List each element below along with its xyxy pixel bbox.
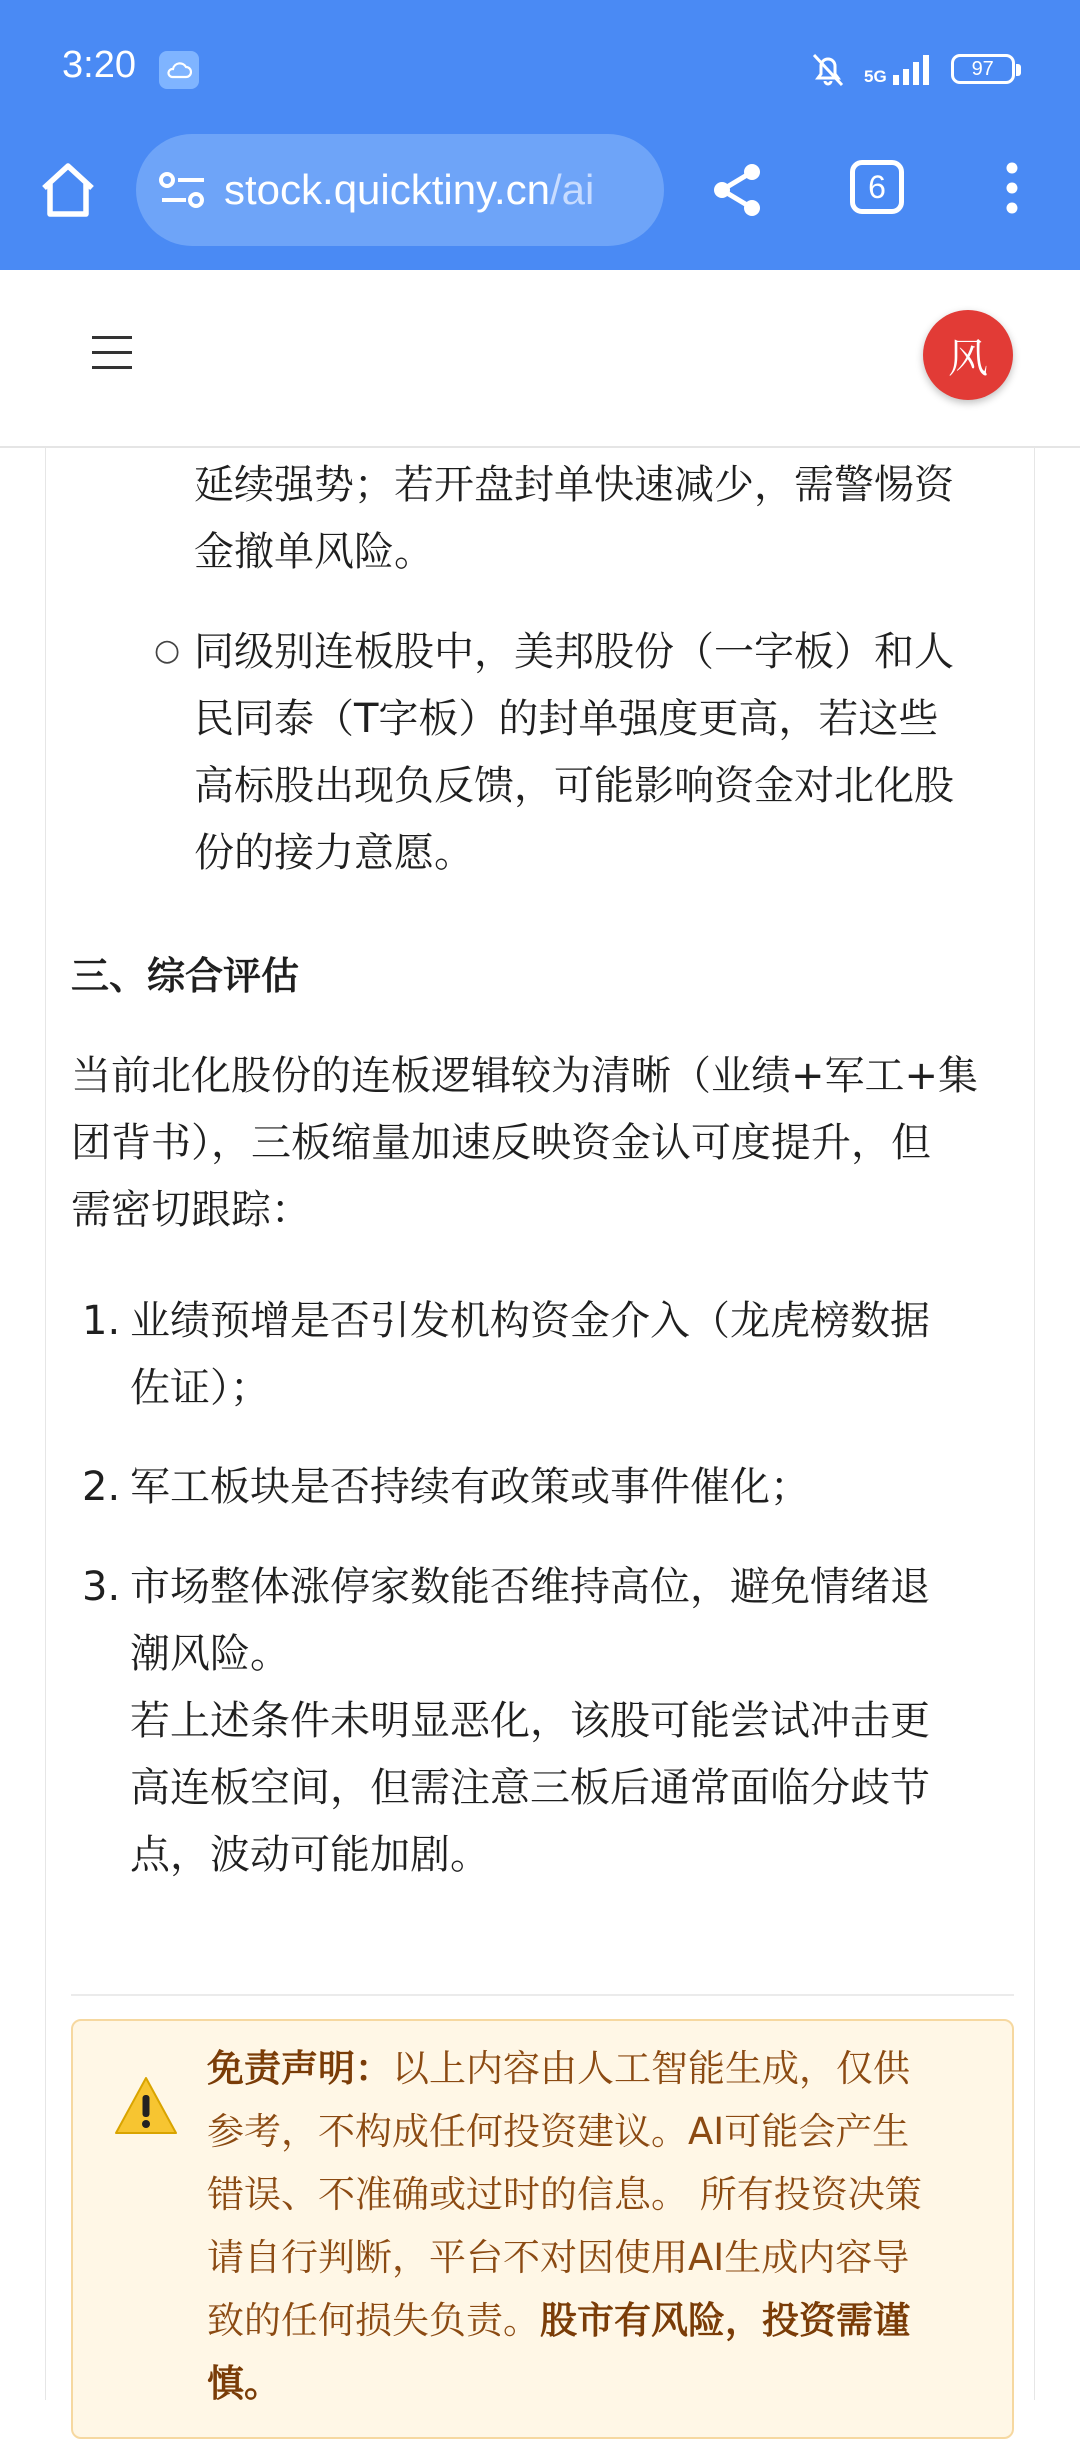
disclaimer-box (71, 2019, 1014, 2439)
avatar[interactable] (923, 310, 1013, 400)
site-settings-icon[interactable] (158, 170, 208, 210)
browser-toolbar (0, 128, 1080, 254)
avatar-char: 风 (948, 335, 988, 382)
tab-switcher-button[interactable] (850, 160, 904, 214)
network-type: 5G (864, 67, 887, 86)
list-note-line: 若上述条件未明显恶化，该股可能尝试冲击更 (130, 1698, 930, 1744)
share-icon[interactable] (706, 158, 770, 222)
list-note-line: 点，波动可能加剧。 (130, 1832, 490, 1878)
status-bar (0, 0, 1080, 136)
summary-paragraph: 当前北化股份的连板逻辑较为清晰（业绩+军工+集 团背书），三板缩量加速反映资金认可度提升，但 需密切跟踪： (71, 1053, 979, 1233)
list-item: 同级别连板股中，美邦股份（一字板）和人 民同泰（T字板）的封单强度更高，若这些 高标股出现负反馈，可能影响资金对北化股 份的接力意愿。 (194, 629, 954, 876)
list-note-line: 高连板空间，但需注意三板后通常面临分歧节 (130, 1765, 930, 1811)
url-host: stock.quicktiny.cn (224, 166, 551, 213)
home-icon[interactable] (36, 158, 100, 222)
url-text (224, 166, 594, 214)
status-icons (808, 44, 1015, 94)
site-header (0, 270, 1080, 448)
list-item: 延续强势；若开盘封单快速减少，需警惕资 金撤单风险。 (194, 462, 954, 575)
address-bar[interactable] (136, 134, 664, 246)
divider (71, 1994, 1014, 1996)
mute-bell-icon (808, 49, 848, 89)
signal-icon (864, 53, 935, 85)
section-heading: 三、综合评估 (71, 954, 300, 998)
list-number: 1. (82, 1298, 121, 1344)
list-item: 市场整体涨停家数能否维持高位，避免情绪退 潮风险。 若上述条件未明显恶化，该股可能尝试冲击更 高连板空间，但需注意三板后通常面临分歧节 点，波动可能加剧。 (130, 1554, 1030, 1889)
browser-chrome (0, 0, 1080, 270)
battery-icon (951, 54, 1015, 84)
tab-count: 6 (868, 168, 886, 205)
disclaimer-text: 免责声明：以上内容由人工智能生成，仅供 参考，不构成任何投资建议。AI可能会产生 错误、不准确或过时的信息。 所有投资决策 请自行判断，平台不对因使用AI生成内容导 致的任何损失负责。股市有风险，投资需谨 慎。 (207, 2047, 922, 2405)
disclaimer-emphasis: 股市有风险，投资需谨 (540, 2299, 910, 2342)
disclaimer-label: 免责声明： (207, 2047, 392, 2090)
url-path: /ai (550, 166, 595, 213)
battery-level: 97 (971, 57, 994, 80)
list-number: 2. (82, 1464, 121, 1510)
status-time: 3:20 (62, 44, 136, 86)
more-menu-icon[interactable] (980, 156, 1044, 220)
cloud-icon (159, 51, 199, 89)
hamburger-menu-icon[interactable] (92, 336, 132, 370)
disclaimer-emphasis-tail: 慎。 (207, 2362, 281, 2405)
list-number: 3. (82, 1564, 121, 1610)
circle-bullet-icon: ○ (154, 633, 181, 668)
list-item: 军工板块是否持续有政策或事件催化； (130, 1464, 810, 1510)
list-item: 业绩预增是否引发机构资金介入（龙虎榜数据 佐证）； (130, 1298, 930, 1411)
article-content (45, 447, 1035, 2405)
warning-icon (113, 2075, 179, 2137)
